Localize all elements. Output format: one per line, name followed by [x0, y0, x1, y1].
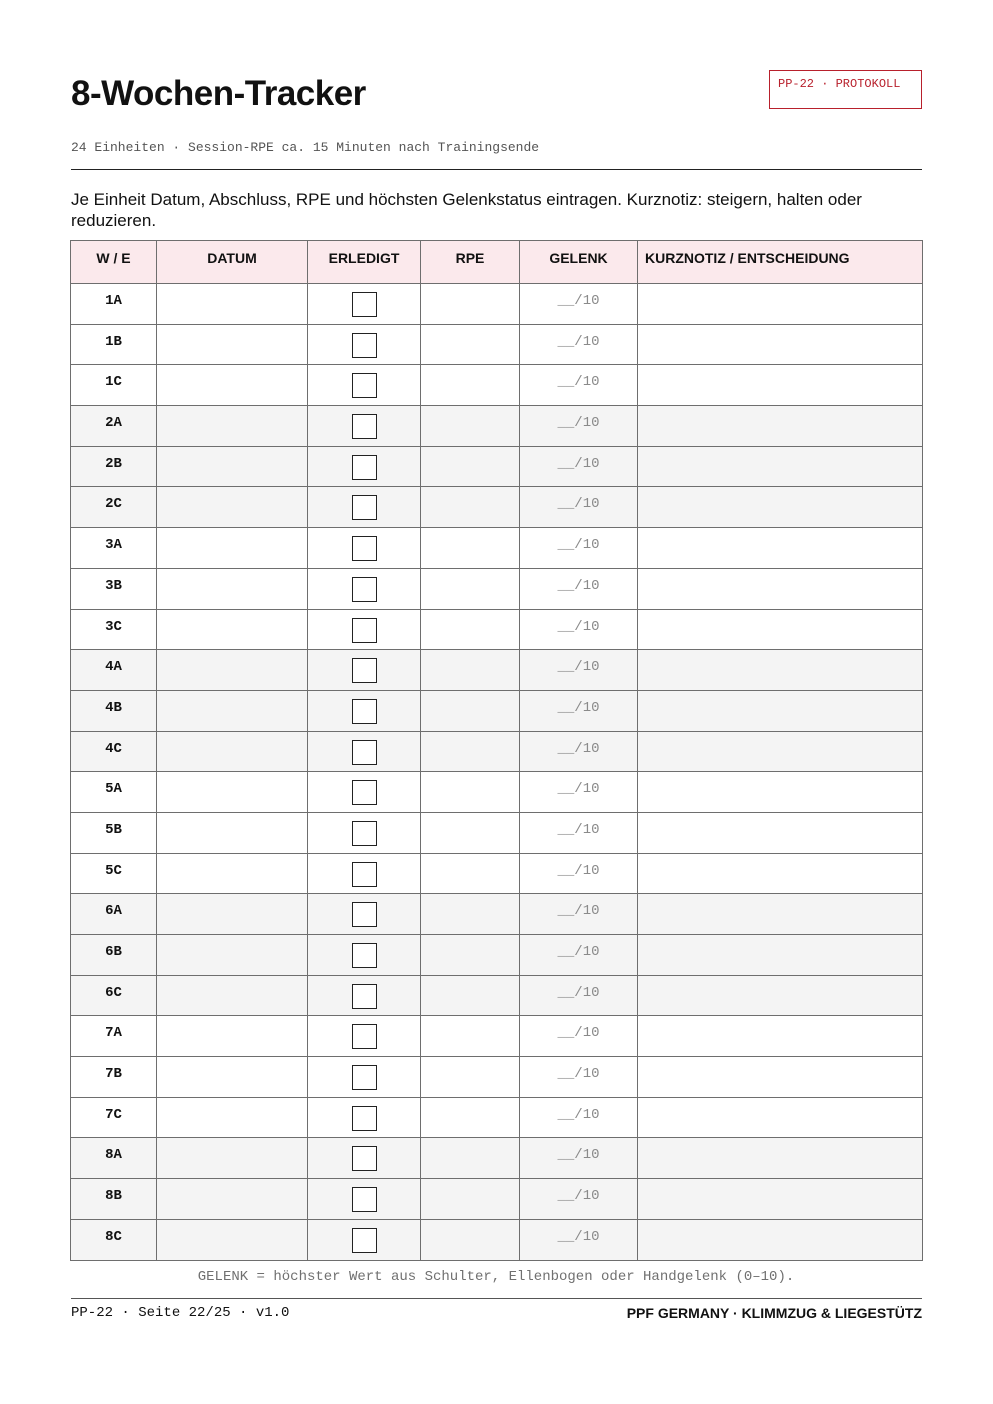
- session-id-cell: 3A: [71, 528, 157, 569]
- table-row: [71, 812, 923, 853]
- session-id-cell: 2B: [71, 446, 157, 487]
- note-cell[interactable]: [638, 446, 923, 487]
- note-cell[interactable]: [638, 1057, 923, 1098]
- done-cell: [308, 365, 421, 406]
- column-header-joint: GELENK: [520, 241, 638, 284]
- rpe-cell[interactable]: [421, 446, 520, 487]
- note-cell[interactable]: [638, 1097, 923, 1138]
- rpe-cell[interactable]: [421, 324, 520, 365]
- rpe-cell[interactable]: [421, 1138, 520, 1179]
- rpe-cell[interactable]: [421, 731, 520, 772]
- table-row: [71, 853, 923, 894]
- done-checkbox[interactable]: [352, 1146, 377, 1171]
- date-cell[interactable]: [157, 650, 308, 691]
- joint-cell[interactable]: __/10: [520, 1138, 638, 1179]
- done-checkbox[interactable]: [352, 1187, 377, 1212]
- table-row: [71, 324, 923, 365]
- rpe-cell[interactable]: [421, 365, 520, 406]
- page-title: 8-Wochen-Tracker: [71, 74, 366, 113]
- rpe-cell[interactable]: [421, 812, 520, 853]
- session-id-cell: 3B: [71, 568, 157, 609]
- session-id-cell: 4A: [71, 650, 157, 691]
- joint-cell[interactable]: __/10: [520, 528, 638, 569]
- done-cell: [308, 894, 421, 935]
- date-cell[interactable]: [157, 1138, 308, 1179]
- joint-footnote: GELENK = höchster Wert aus Schulter, Ellenbogen oder Handgelenk (0–10).: [197, 1269, 795, 1285]
- session-id-cell: 5B: [71, 812, 157, 853]
- done-checkbox[interactable]: [352, 1024, 377, 1049]
- done-cell: [308, 731, 421, 772]
- note-cell[interactable]: [638, 1138, 923, 1179]
- table-row: [71, 1138, 923, 1179]
- done-cell: [308, 1138, 421, 1179]
- joint-cell[interactable]: __/10: [520, 731, 638, 772]
- note-cell[interactable]: [638, 568, 923, 609]
- note-cell[interactable]: [638, 975, 923, 1016]
- table-row: [71, 1097, 923, 1138]
- table-row: [71, 365, 923, 406]
- table-row: [71, 935, 923, 976]
- done-cell: [308, 1179, 421, 1220]
- session-id-cell: 8C: [71, 1219, 157, 1260]
- rpe-cell[interactable]: [421, 853, 520, 894]
- done-cell: [308, 772, 421, 813]
- table-row: [71, 772, 923, 813]
- done-checkbox[interactable]: [352, 943, 377, 968]
- done-cell: [308, 812, 421, 853]
- note-cell[interactable]: [638, 1016, 923, 1057]
- done-cell: [308, 690, 421, 731]
- rpe-cell[interactable]: [421, 284, 520, 325]
- rpe-cell[interactable]: [421, 528, 520, 569]
- done-cell: [308, 609, 421, 650]
- table-row: [71, 1179, 923, 1220]
- done-cell: [308, 568, 421, 609]
- note-cell[interactable]: [638, 853, 923, 894]
- note-cell[interactable]: [638, 284, 923, 325]
- date-cell[interactable]: [157, 487, 308, 528]
- note-cell[interactable]: [638, 1179, 923, 1220]
- table-row: [71, 568, 923, 609]
- note-cell[interactable]: [638, 1219, 923, 1260]
- done-checkbox[interactable]: [352, 618, 377, 643]
- rpe-cell[interactable]: [421, 406, 520, 447]
- joint-cell[interactable]: __/10: [520, 1219, 638, 1260]
- date-cell[interactable]: [157, 528, 308, 569]
- done-cell: [308, 406, 421, 447]
- footer-divider: [71, 1298, 922, 1299]
- joint-cell[interactable]: __/10: [520, 568, 638, 609]
- date-cell[interactable]: [157, 853, 308, 894]
- note-cell[interactable]: [638, 609, 923, 650]
- session-id-cell: 1C: [71, 365, 157, 406]
- done-cell: [308, 487, 421, 528]
- done-cell: [308, 853, 421, 894]
- rpe-cell[interactable]: [421, 1097, 520, 1138]
- date-cell[interactable]: [157, 1016, 308, 1057]
- note-cell[interactable]: [638, 528, 923, 569]
- done-cell: [308, 324, 421, 365]
- table-row: [71, 406, 923, 447]
- session-id-cell: 7C: [71, 1097, 157, 1138]
- done-checkbox[interactable]: [352, 292, 377, 317]
- date-cell[interactable]: [157, 935, 308, 976]
- note-cell[interactable]: [638, 731, 923, 772]
- session-id-cell: 8A: [71, 1138, 157, 1179]
- done-cell: [308, 975, 421, 1016]
- session-id-cell: 2C: [71, 487, 157, 528]
- intro-text: Je Einheit Datum, Abschluss, RPE und höchsten Gelenkstatus eintragen. Kurznotiz: steigern, halten oder reduzieren.: [71, 190, 862, 230]
- rpe-cell[interactable]: [421, 609, 520, 650]
- done-cell: [308, 1016, 421, 1057]
- column-header-done: ERLEDIGT: [308, 241, 421, 284]
- session-id-cell: 7B: [71, 1057, 157, 1098]
- joint-cell[interactable]: __/10: [520, 772, 638, 813]
- done-checkbox[interactable]: [352, 699, 377, 724]
- done-checkbox[interactable]: [352, 455, 377, 480]
- table-row: [71, 446, 923, 487]
- session-id-cell: 6C: [71, 975, 157, 1016]
- note-cell[interactable]: [638, 406, 923, 447]
- done-checkbox[interactable]: [352, 577, 377, 602]
- joint-cell[interactable]: __/10: [520, 690, 638, 731]
- joint-cell[interactable]: __/10: [520, 935, 638, 976]
- session-id-cell: 5C: [71, 853, 157, 894]
- date-cell[interactable]: [157, 609, 308, 650]
- rpe-cell[interactable]: [421, 650, 520, 691]
- joint-cell[interactable]: __/10: [520, 894, 638, 935]
- tracker-table: [70, 240, 923, 1261]
- table-row: [71, 894, 923, 935]
- session-id-cell: 7A: [71, 1016, 157, 1057]
- rpe-cell[interactable]: [421, 487, 520, 528]
- note-cell[interactable]: [638, 365, 923, 406]
- session-id-cell: 1B: [71, 324, 157, 365]
- rpe-cell[interactable]: [421, 935, 520, 976]
- note-cell[interactable]: [638, 324, 923, 365]
- session-id-cell: 5A: [71, 772, 157, 813]
- joint-cell[interactable]: __/10: [520, 853, 638, 894]
- done-cell: [308, 1057, 421, 1098]
- date-cell[interactable]: [157, 1179, 308, 1220]
- joint-cell[interactable]: __/10: [520, 487, 638, 528]
- done-checkbox[interactable]: [352, 1228, 377, 1253]
- table-row: [71, 650, 923, 691]
- joint-cell[interactable]: __/10: [520, 446, 638, 487]
- header-divider: [71, 169, 922, 170]
- done-checkbox[interactable]: [352, 902, 377, 927]
- rpe-cell[interactable]: [421, 1179, 520, 1220]
- date-cell[interactable]: [157, 406, 308, 447]
- rpe-cell[interactable]: [421, 568, 520, 609]
- column-header-rpe: RPE: [421, 241, 520, 284]
- date-cell[interactable]: [157, 731, 308, 772]
- joint-cell[interactable]: __/10: [520, 365, 638, 406]
- column-header-date: DATUM: [157, 241, 308, 284]
- done-cell: [308, 1219, 421, 1260]
- done-checkbox[interactable]: [352, 373, 377, 398]
- session-id-cell: 6A: [71, 894, 157, 935]
- footer-brand: PPF GERMANY · KLIMMZUG & LIEGESTÜTZ: [626, 1305, 922, 1321]
- done-cell: [308, 446, 421, 487]
- note-cell[interactable]: [638, 935, 923, 976]
- note-cell[interactable]: [638, 894, 923, 935]
- done-checkbox[interactable]: [352, 740, 377, 765]
- joint-cell[interactable]: __/10: [520, 812, 638, 853]
- done-checkbox[interactable]: [352, 495, 377, 520]
- done-checkbox[interactable]: [352, 414, 377, 439]
- date-cell[interactable]: [157, 975, 308, 1016]
- done-cell: [308, 935, 421, 976]
- page-subtitle: 24 Einheiten · Session-RPE ca. 15 Minuten nach Trainingsende: [71, 140, 540, 155]
- done-checkbox[interactable]: [352, 862, 377, 887]
- joint-cell[interactable]: __/10: [520, 1179, 638, 1220]
- joint-cell[interactable]: __/10: [520, 609, 638, 650]
- date-cell[interactable]: [157, 1057, 308, 1098]
- joint-cell[interactable]: __/10: [520, 975, 638, 1016]
- table-row: [71, 284, 923, 325]
- date-cell[interactable]: [157, 772, 308, 813]
- done-cell: [308, 650, 421, 691]
- rpe-cell[interactable]: [421, 894, 520, 935]
- session-id-cell: 8B: [71, 1179, 157, 1220]
- done-checkbox[interactable]: [352, 536, 377, 561]
- table-row: [71, 609, 923, 650]
- column-header-note: KURZNOTIZ / ENTSCHEIDUNG: [638, 241, 923, 284]
- date-cell[interactable]: [157, 284, 308, 325]
- session-id-cell: 6B: [71, 935, 157, 976]
- column-header-week-unit: W / E: [71, 241, 157, 284]
- table-header-row: [71, 241, 923, 284]
- table-row: [71, 690, 923, 731]
- date-cell[interactable]: [157, 894, 308, 935]
- joint-cell[interactable]: __/10: [520, 1016, 638, 1057]
- note-cell[interactable]: [638, 690, 923, 731]
- done-checkbox[interactable]: [352, 1106, 377, 1131]
- date-cell[interactable]: [157, 812, 308, 853]
- rpe-cell[interactable]: [421, 1057, 520, 1098]
- table-row: [71, 731, 923, 772]
- joint-cell[interactable]: __/10: [520, 650, 638, 691]
- done-checkbox[interactable]: [352, 333, 377, 358]
- date-cell[interactable]: [157, 446, 308, 487]
- table-row: [71, 528, 923, 569]
- protocol-badge: PP-22 · PROTOKOLL: [769, 70, 922, 109]
- date-cell[interactable]: [157, 690, 308, 731]
- done-checkbox[interactable]: [352, 658, 377, 683]
- note-cell[interactable]: [638, 487, 923, 528]
- done-checkbox[interactable]: [352, 1065, 377, 1090]
- date-cell[interactable]: [157, 1097, 308, 1138]
- note-cell[interactable]: [638, 812, 923, 853]
- done-checkbox[interactable]: [352, 821, 377, 846]
- date-cell[interactable]: [157, 365, 308, 406]
- date-cell[interactable]: [157, 568, 308, 609]
- note-cell[interactable]: [638, 650, 923, 691]
- session-id-cell: 4C: [71, 731, 157, 772]
- done-checkbox[interactable]: [352, 984, 377, 1009]
- joint-cell[interactable]: __/10: [520, 1057, 638, 1098]
- table-row: [71, 487, 923, 528]
- table-row: [71, 975, 923, 1016]
- joint-cell[interactable]: __/10: [520, 1097, 638, 1138]
- rpe-cell[interactable]: [421, 1219, 520, 1260]
- rpe-cell[interactable]: [421, 690, 520, 731]
- footer-page-info: PP-22 · Seite 22/25 · v1.0: [71, 1305, 290, 1321]
- done-checkbox[interactable]: [352, 780, 377, 805]
- joint-cell[interactable]: __/10: [520, 406, 638, 447]
- done-cell: [308, 284, 421, 325]
- done-cell: [308, 528, 421, 569]
- date-cell[interactable]: [157, 324, 308, 365]
- date-cell[interactable]: [157, 1219, 308, 1260]
- table-row: [71, 1016, 923, 1057]
- session-id-cell: 3C: [71, 609, 157, 650]
- note-cell[interactable]: [638, 772, 923, 813]
- rpe-cell[interactable]: [421, 772, 520, 813]
- session-id-cell: 2A: [71, 406, 157, 447]
- rpe-cell[interactable]: [421, 1016, 520, 1057]
- table-row: [71, 1219, 923, 1260]
- session-id-cell: 1A: [71, 284, 157, 325]
- table-row: [71, 1057, 923, 1098]
- joint-cell[interactable]: __/10: [520, 284, 638, 325]
- joint-cell[interactable]: __/10: [520, 324, 638, 365]
- done-cell: [308, 1097, 421, 1138]
- rpe-cell[interactable]: [421, 975, 520, 1016]
- session-id-cell: 4B: [71, 690, 157, 731]
